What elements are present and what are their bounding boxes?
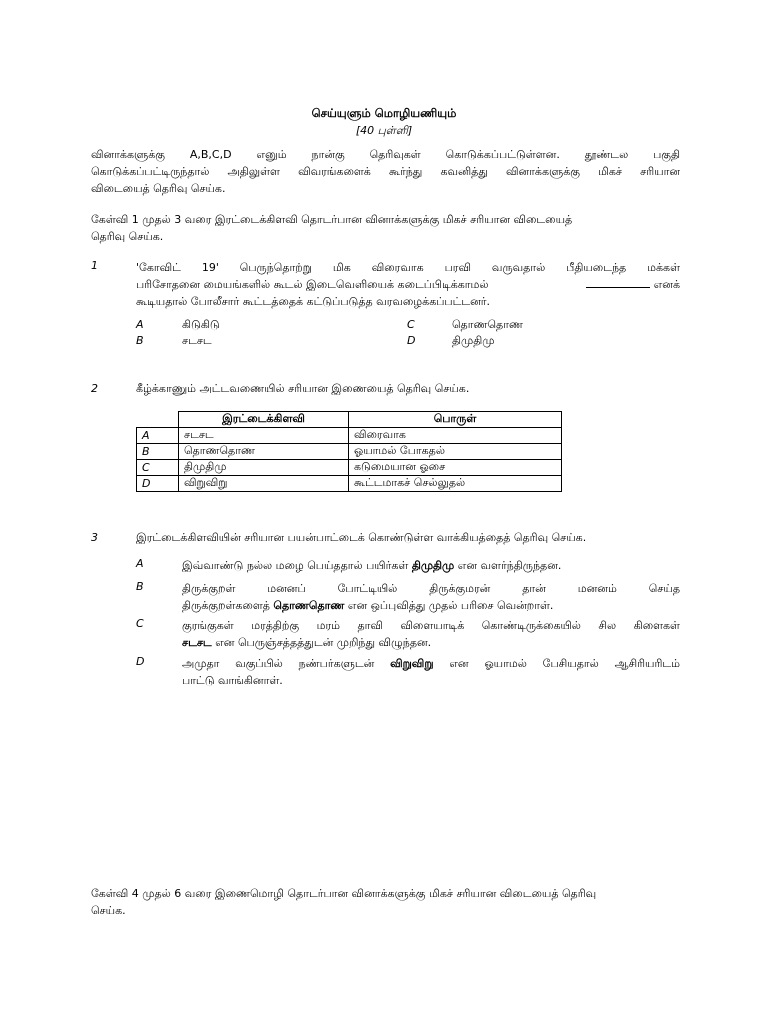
- q3-option-a-part: என வளர்ந்திருந்தன.: [454, 559, 562, 572]
- q1-option-b-text: சடசட: [182, 334, 212, 347]
- section-2-line-1: கேள்வி 4 முதல் 6 வரை இணைமொழி தொடர்பான வினாக்களுக்கு மிகச் சரியான விடையைத் தெரிவு: [91, 887, 597, 900]
- q1-option-c-letter: C: [407, 318, 415, 331]
- question-1-stem: [136, 259, 680, 310]
- q1-option-a-text: கிடுகிடு: [182, 318, 220, 331]
- question-1-line-2-text: பரிசோதனை மையங்களில் கூடல் இடைவெளியைக் கடைப்பிடிக்காமல்: [136, 278, 489, 291]
- q1-option-d-text: திமுதிமு: [452, 334, 495, 347]
- q3-option-c-letter: C: [136, 617, 144, 630]
- row-word: விறுவிறு: [179, 476, 349, 492]
- q3-option-a-letter: A: [136, 557, 144, 570]
- table-header-row: [137, 412, 562, 428]
- q3-option-b-word: தொணதொண: [273, 599, 345, 612]
- table-corner-cell: [137, 412, 179, 428]
- question-2-number: 2: [91, 382, 98, 395]
- question-1-line-2-end: எனக்: [653, 278, 680, 291]
- section-1-heading: [91, 211, 680, 245]
- question-2-stem: கீழ்க்காணும் அட்டவணையில் சரியான இணையைத் தெரிவு செய்க.: [136, 382, 470, 395]
- q3-option-b-part: திருக்குறள்களைத்: [182, 599, 274, 612]
- section-1-line-2: தெரிவு செய்க.: [91, 230, 164, 243]
- q1-option-d-letter: D: [407, 334, 416, 347]
- q3-option-b-text: [182, 580, 680, 614]
- question-1-number: 1: [91, 259, 98, 272]
- row-letter: D: [137, 476, 179, 492]
- instructions-line-3: விடையைத் தெரிவு செய்க.: [91, 182, 226, 195]
- q3-option-c-text: [182, 617, 680, 651]
- table-row: [137, 476, 562, 492]
- row-letter: B: [137, 444, 179, 460]
- row-meaning: விரைவாக: [349, 428, 562, 444]
- row-meaning: ஓயாமல் போகதல்: [349, 444, 562, 460]
- q3-option-a-part: இவ்வாண்டு நல்ல மழை பெய்ததால் பயிர்கள்: [182, 559, 412, 572]
- q1-option-c-text: தொணதொண: [452, 318, 523, 331]
- section-2-heading: [91, 885, 680, 919]
- row-letter: A: [137, 428, 179, 444]
- question-3-stem: இரட்டைக்கிளவியின் சரியான பயன்பாட்டைக் கொண்டுள்ள வாக்கியத்தைத் தெரிவு செய்க.: [136, 531, 587, 544]
- table-row: [137, 428, 562, 444]
- q1-option-b-letter: B: [136, 334, 144, 347]
- q3-option-a-word: திமுதிமு: [411, 559, 455, 572]
- instructions-line-2: கொடுக்கப்பட்டிருந்தால் அதிலுள்ள விவரங்களைக் கூர்ந்து கவனித்து வினாக்களுக்கு மிகச் சரியான: [91, 165, 680, 178]
- q3-option-c-part: என பெருஞ்சத்தத்துடன் முறிந்து விழுந்தன.: [211, 636, 432, 649]
- instructions-line-1: வினாக்களுக்கு A,B,C,D எனும் நான்கு தெரிவுகள் கொடுக்கப்பட்டுள்ளன. தூண்டல பகுதி: [91, 148, 680, 161]
- table-row: [137, 460, 562, 476]
- q3-option-d-letter: D: [136, 655, 145, 668]
- instructions: [91, 146, 680, 197]
- section-2-line-2: செய்க.: [91, 904, 126, 917]
- question-1-line-2: [136, 276, 680, 293]
- row-meaning: கூட்டமாகச் செல்லுதல்: [349, 476, 562, 492]
- question-3-number: 3: [91, 531, 98, 544]
- row-word: தொணதொண: [179, 444, 349, 460]
- total-marks: [40 புள்ளி]: [355, 124, 413, 137]
- header-meaning: பொருள்: [349, 412, 562, 428]
- answer-blank: [586, 278, 650, 288]
- q3-option-a-text: [182, 557, 680, 574]
- table-row: [137, 444, 562, 460]
- question-1-line-3: கூடியதால் போலீசார் கூட்டத்தைக் கட்டுப்படுத்த வரவழைக்கப்பட்டனர்.: [136, 295, 491, 308]
- row-word: திமுதிமு: [179, 460, 349, 476]
- q3-option-b-part: திருக்குறள் மனனப் போட்டியில் திருக்குமரன் தான் மனனம் செய்த: [182, 582, 680, 595]
- q3-option-d-word: விறுவிறு: [390, 657, 434, 670]
- q3-option-d-part: அமுதா வகுப்பில் நண்பர்களுடன்: [182, 657, 391, 670]
- row-meaning: கடுமையான ஓசை: [349, 460, 562, 476]
- q3-option-b-letter: B: [136, 580, 144, 593]
- section-1-line-1: கேள்வி 1 முதல் 3 வரை இரட்டைக்கிளவி தொடர்பான வினாக்களுக்கு மிகச் சரியான விடையைத்: [91, 213, 573, 226]
- q1-option-a-letter: A: [136, 318, 144, 331]
- q3-option-d-text: [182, 655, 680, 689]
- question-1-line-1: 'கோவிட் 19' பெருந்தொற்று மிக விரைவாக பரவி வருவதால் பீதியடைந்த மக்கள்: [136, 261, 680, 274]
- q3-option-c-part: குரங்குகள் மரத்திற்கு மரம் தாவி விளையாடிக் கொண்டிருக்கையில் சில கிளைகள்: [182, 619, 680, 632]
- row-letter: C: [137, 460, 179, 476]
- q3-option-c-word: சடசட: [182, 636, 212, 649]
- page-title: செய்யுளும் மொழியணியும்: [311, 106, 457, 120]
- q3-option-d-part: பாட்டு வாங்கினாள்.: [182, 674, 283, 687]
- q3-option-d-part: என ஓயாமல் பேசியதால் ஆசிரியரிடம்: [433, 657, 680, 670]
- pairs-table: [136, 411, 562, 492]
- q3-option-b-part: என ஒப்புவித்து முதல் பரிசை வென்றாள்.: [344, 599, 554, 612]
- row-word: சடசட: [179, 428, 349, 444]
- header-word: இரட்டைக்கிளவி: [179, 412, 349, 428]
